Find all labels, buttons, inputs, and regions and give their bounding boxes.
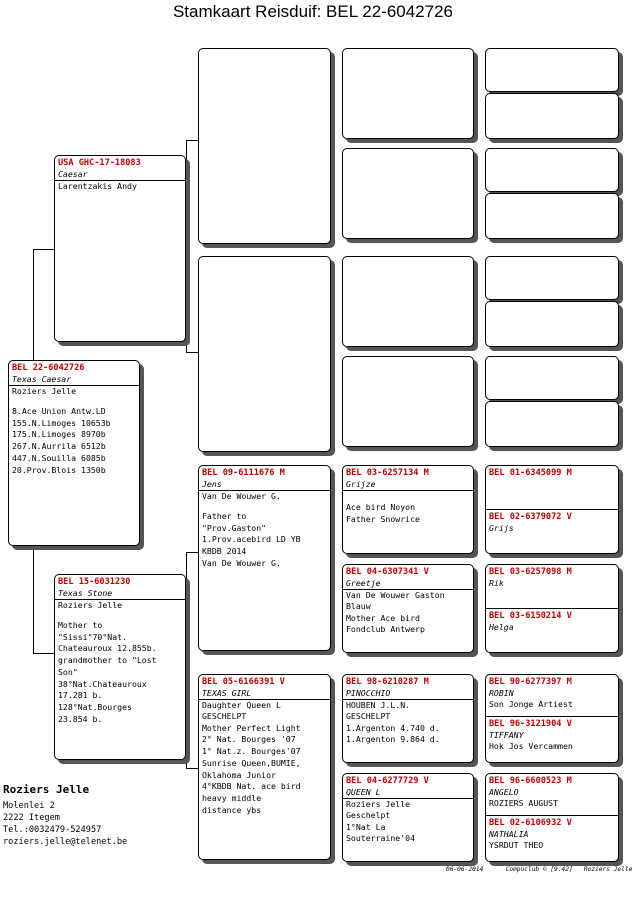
mf-card — [198, 465, 331, 651]
info-line: 17.281 b. — [58, 690, 103, 701]
pigeon-name: Texas Stone — [55, 588, 185, 600]
info-line: heavy middle — [202, 792, 262, 803]
info-line: KBDB 2014 — [202, 546, 247, 557]
mmm-card — [342, 773, 474, 862]
info-line: 23.854 b. — [58, 713, 103, 724]
g4-empty-card — [485, 93, 619, 139]
connector-line — [331, 305, 332, 397]
ring-number: BEL 03-6257098 M — [489, 567, 572, 577]
owner-name: Larentzakis Andy — [58, 181, 137, 191]
connector-line — [33, 546, 34, 653]
connector-line — [186, 352, 198, 353]
owner-name: Roziers Jelle — [346, 799, 411, 809]
pigeon-name: TEXAS GIRL — [199, 688, 330, 700]
connector-line — [33, 653, 54, 654]
mmf-card — [342, 674, 474, 763]
city: 2222 Itegem — [3, 813, 60, 823]
connector-line — [186, 552, 198, 553]
g3-empty-card — [342, 48, 474, 139]
g4-empty-card — [485, 148, 619, 192]
ring-number: BEL 01-6345099 M — [489, 468, 572, 478]
ring-number: BEL 03-6150214 V — [489, 611, 572, 621]
connector-line — [475, 379, 476, 423]
owner-name: Son Jonge Artiest — [489, 699, 573, 709]
info-line: 1.Argenton 9.864 d. — [346, 734, 440, 745]
print-date: 06-06-2014 — [446, 866, 484, 873]
program-name: Compuclub © [9.42] — [505, 866, 573, 873]
pigeon-name: Helga — [489, 622, 514, 632]
owner-name: Roziers Jelle — [12, 386, 77, 396]
subject-card — [8, 360, 140, 546]
print-owner: Roziers Jelle — [583, 866, 632, 873]
pigeon-name: Greetje — [343, 578, 473, 590]
connector-line — [475, 490, 476, 534]
connector-line — [186, 140, 187, 352]
info-line: Van De Wouwer G. — [202, 557, 281, 568]
g4-empty-card — [485, 301, 619, 347]
pigeon-name: Caesar — [55, 169, 185, 181]
email: roziers.jelle@telenet.be — [3, 837, 128, 847]
ring-number: BEL 02-6106932 V — [489, 818, 572, 828]
ring-number: USA GHC-17-18083 — [58, 158, 141, 168]
info-line: 4°KBDB Nat. ace bird — [202, 781, 301, 792]
info-line: Mother to — [58, 620, 103, 630]
phone: Tel.:0032479-524957 — [3, 825, 102, 835]
breeder-address — [3, 800, 127, 848]
page-title: Stamkaart Reisduif: BEL 22-6042726 — [172, 2, 454, 21]
breeder-name: Roziers Jelle — [3, 783, 90, 796]
connector-line — [33, 249, 34, 360]
street: Molenlei 2 — [3, 801, 55, 811]
mff-card — [342, 465, 474, 554]
result-line: 447.N.Souilla 6085b — [12, 452, 106, 463]
ring-number: BEL 22-6042726 — [12, 363, 85, 373]
info-line: "Prov.Gaston" — [202, 522, 267, 533]
info-line: grandmother to "Lost — [58, 655, 157, 666]
owner-name: Daughter Queen L — [202, 700, 281, 710]
info-line: Son" — [58, 666, 78, 677]
info-line: Fondclub Antwerp — [346, 624, 425, 635]
print-info — [446, 866, 632, 873]
info-line: 1.Prov.acebird LD YB — [202, 534, 301, 545]
info-line: 2° Nat. Bourges '07 — [202, 734, 296, 745]
g4-empty-card — [485, 48, 619, 92]
owner-name — [343, 491, 473, 502]
connector-line — [331, 96, 332, 184]
info-line: Mother Ace bird — [346, 612, 420, 623]
ring-number: BEL 04-6277729 V — [346, 776, 429, 786]
owner-name: ROZIERS AUGUST — [489, 798, 559, 808]
info-line: GESCHELPT — [346, 711, 391, 721]
g4-empty-card — [485, 401, 619, 447]
g3-empty-card — [342, 148, 474, 239]
connector-line — [475, 171, 476, 215]
mfm-card — [342, 564, 474, 653]
owner-name: Hok Jos Vercammen — [489, 741, 573, 751]
owner-name: Van De Wouwer G. — [202, 491, 281, 501]
g4-pair-card — [485, 564, 619, 653]
g4-pair-card — [485, 465, 619, 554]
g4-pair-card — [485, 674, 619, 763]
mm-card — [198, 674, 331, 860]
result-line: 267.N.Aurrila 6512b — [12, 441, 106, 452]
ring-number: BEL 03-6257134 M — [346, 468, 429, 478]
g4-empty-card — [485, 193, 619, 239]
g4-empty-card — [485, 256, 619, 300]
ff-empty-card — [198, 48, 331, 244]
pigeon-name: PINOCCHIO — [343, 688, 473, 700]
pigeon-name: TIFFANY — [489, 730, 524, 740]
owner-name: YSRDUT THEO — [489, 840, 544, 850]
father-card — [54, 155, 186, 342]
info-line: Father Snowrice — [346, 513, 420, 524]
pigeon-name: Jens — [199, 479, 330, 491]
pigeon-name: ANGELO — [489, 787, 519, 797]
info-line: 1°Nat La — [346, 821, 386, 832]
g3-empty-card — [342, 256, 474, 347]
pigeon-name — [486, 479, 618, 490]
info-line: GESCHELPT — [202, 711, 247, 721]
ring-number: BEL 09-6111676 M — [202, 468, 285, 478]
pigeon-name: Texas Caesar — [9, 374, 139, 386]
info-line: Father to — [202, 511, 247, 521]
g3-empty-card — [342, 356, 474, 447]
pigeon-name: Grijze — [343, 479, 473, 491]
pigeon-name: QUEEN L — [343, 787, 473, 799]
info-line: Sunrise Queen,BUMIE, — [202, 757, 301, 768]
pigeon-name: ROBIN — [489, 688, 514, 698]
ring-number: BEL 96-3121904 V — [489, 719, 572, 729]
connector-line — [331, 515, 332, 607]
connector-line — [475, 281, 476, 325]
pigeon-name: Rik — [489, 578, 504, 588]
info-line: distance ybs — [202, 804, 262, 815]
connector-line — [186, 768, 198, 769]
info-line: Geschelpt — [346, 810, 391, 820]
g4-pair-card — [485, 773, 619, 862]
connector-line — [475, 587, 476, 631]
owner-name: Van De Wouwer Gaston — [346, 590, 445, 600]
info-line: 38°Nat.Chateauroux — [58, 678, 147, 689]
result-line: 20.Prov.Blois 1350b — [12, 464, 106, 475]
connector-line — [475, 795, 476, 839]
ring-number: BEL 98-6210287 M — [346, 677, 429, 687]
mother-card — [54, 574, 186, 760]
result-line: 175.N.Limoges 8970b — [12, 429, 106, 440]
ring-number: BEL 15-6031230 — [58, 577, 131, 587]
pigeon-name: Grijs — [489, 523, 514, 533]
connector-line — [331, 725, 332, 817]
result-line: 8.Ace Union Antw.LD — [12, 406, 106, 416]
info-line: Mother Perfect Light — [202, 722, 301, 733]
g4-empty-card — [485, 356, 619, 400]
ring-number: BEL 90-6277397 M — [489, 677, 572, 687]
connector-line — [186, 552, 187, 768]
connector-line — [475, 697, 476, 741]
info-line: Chateauroux 12.855b. — [58, 643, 157, 654]
info-line: Blauw — [346, 601, 371, 611]
result-line: 155.N.Limoges 10653b — [12, 417, 111, 428]
owner-name: HOUBEN J.L.N. — [346, 700, 411, 710]
info-line: Souterraine'04 — [346, 833, 416, 844]
ring-number: BEL 96-6600523 M — [489, 776, 572, 786]
ring-number: BEL 04-6307341 V — [346, 567, 429, 577]
info-line: 1.Argenton 4.740 d. — [346, 722, 440, 733]
owner-name: Roziers Jelle — [58, 600, 123, 610]
connector-line — [475, 73, 476, 117]
connector-line — [186, 140, 198, 141]
info-line: 128°Nat.Bourges — [58, 701, 132, 712]
connector-line — [33, 249, 54, 250]
info-line: 1° Nat.z. Bourges'07 — [202, 746, 301, 757]
info-line: Ace bird Noyon — [346, 502, 416, 512]
ring-number: BEL 02-6379072 V — [489, 512, 572, 522]
ring-number: BEL 05-6166391 V — [202, 677, 285, 687]
info-line: "Sissi"70°Nat. — [58, 631, 128, 642]
fm-empty-card — [198, 256, 331, 452]
pigeon-name: NATHALIA — [489, 829, 529, 839]
info-line: Oklahoma Junior — [202, 769, 276, 780]
